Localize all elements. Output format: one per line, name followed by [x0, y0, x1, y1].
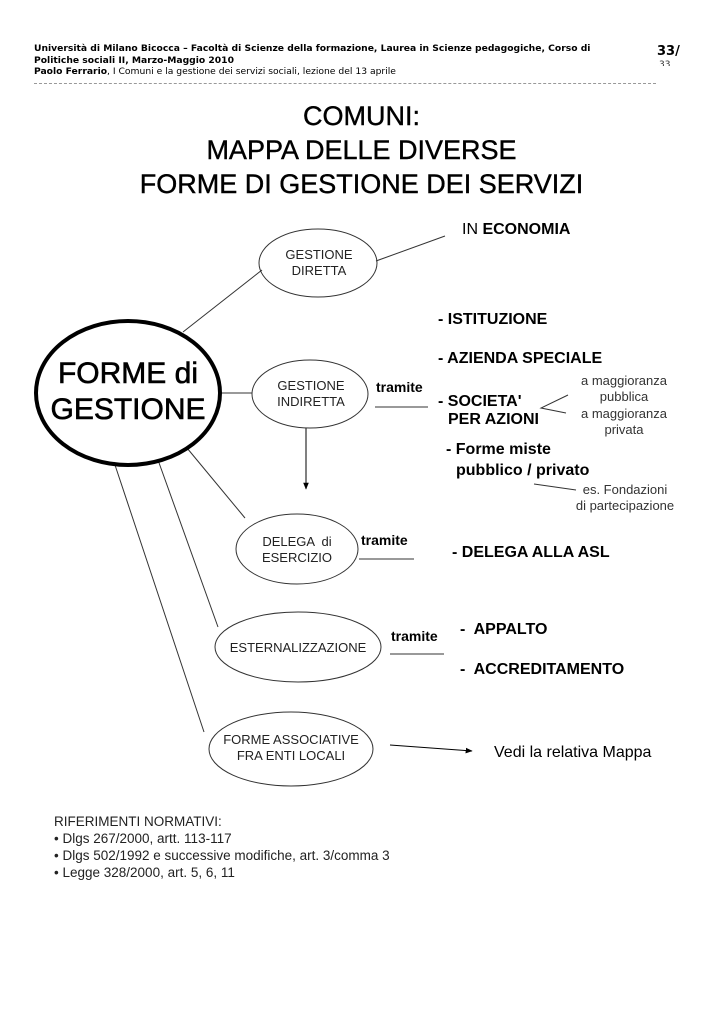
- miste-note: [566, 482, 684, 514]
- delega-line-2: ESERCIZIO: [261, 550, 333, 565]
- reference-item: • Legge 328/2000, art. 5, 6, 11: [54, 865, 235, 880]
- delega-node-label: [244, 534, 350, 566]
- item-spa-line-2: PER AZIONI: [448, 411, 539, 428]
- esternalizzazione-tramite: tramite: [391, 628, 438, 644]
- economia-bold: ECONOMIA: [482, 221, 571, 238]
- item-spa-line-1: - SOCIETA': [438, 393, 522, 410]
- indiretta-node-label: [256, 378, 366, 410]
- delega-line-1: DELEGA di: [262, 534, 332, 549]
- connector-diretta-economia: [376, 236, 445, 261]
- header-author: Paolo Ferrario: [34, 66, 108, 77]
- diretta-line-2: DIRETTA: [291, 263, 347, 278]
- spa-note-a: a maggioranza: [581, 373, 667, 388]
- reference-item: • Dlgs 267/2000, artt. 113-117: [54, 831, 232, 846]
- references-section: [54, 813, 390, 881]
- connector-root-delega: [187, 448, 245, 518]
- header-course-info: Università di Milano Bicocca – Facoltà di Scienze della formazione, Laurea in Scienze pedagogiche, Corso di Politiche sociali II, Marzo-Maggio 2010: [34, 43, 591, 66]
- associative-node-label: [212, 732, 370, 764]
- references-heading: RIFERIMENTI NORMATIVI:: [54, 814, 222, 829]
- associative-line-1: FORME ASSOCIATIVE: [223, 732, 359, 747]
- item-forme-miste-line-1: - Forme miste: [446, 441, 551, 458]
- connector-root-esternalizzazione: [158, 460, 218, 627]
- root-line-1: FORME di: [57, 357, 198, 390]
- title-line-3: FORME DI GESTIONE DEI SERVIZI: [139, 169, 584, 199]
- indiretta-line-2: INDIRETTA: [277, 394, 345, 409]
- reference-item: • Dlgs 502/1992 e successive modifiche, art. 3/comma 3: [54, 848, 390, 863]
- item-accreditamento: - ACCREDITAMENTO: [460, 661, 625, 678]
- title-line-2: MAPPA DELLE DIVERSE: [206, 135, 517, 165]
- item-delega-asl: - DELEGA ALLA ASL: [452, 544, 610, 561]
- arrow-associative-mappa: [390, 745, 472, 751]
- item-appalto: - APPALTO: [460, 621, 548, 638]
- associative-line-2: FRA ENTI LOCALI: [236, 748, 346, 763]
- miste-note-1: es. Fondazioni: [582, 482, 668, 497]
- spa-note-pubblica: [572, 373, 676, 405]
- economia-prefix: IN: [462, 221, 483, 238]
- root-node-label: [40, 356, 216, 428]
- item-istituzione: - ISTITUZIONE: [438, 311, 548, 328]
- connector-root-diretta: [183, 270, 262, 332]
- connector-root-associative: [114, 462, 204, 732]
- diretta-line-1: GESTIONE: [285, 247, 353, 262]
- economia-label: [462, 221, 570, 239]
- spa-note-privata: [572, 406, 676, 438]
- spa-note-a2: pubblica: [599, 389, 649, 404]
- spa-note-b2: privata: [604, 422, 644, 437]
- item-azienda-speciale: - AZIENDA SPECIALE: [438, 350, 603, 367]
- miste-note-2: di partecipazione: [575, 498, 675, 513]
- header-lesson-info: , I Comuni e la gestione dei servizi sociali, lezione del 13 aprile: [107, 66, 396, 77]
- page-number: 33/: [657, 44, 680, 59]
- vedi-mappa-link: Vedi la relativa Mappa: [494, 744, 652, 761]
- spa-bracket: [541, 395, 568, 413]
- diretta-node-label: [264, 247, 374, 279]
- indiretta-line-1: GESTIONE: [277, 378, 345, 393]
- esternalizzazione-node-label: ESTERNALIZZAZIONE: [229, 640, 367, 655]
- title-line-1: COMUNI:: [303, 101, 420, 131]
- delega-tramite: tramite: [361, 532, 408, 548]
- root-line-2: GESTIONE: [50, 393, 206, 426]
- item-forme-miste-line-2: pubblico / privato: [456, 462, 590, 479]
- indiretta-tramite: tramite: [376, 379, 423, 395]
- spa-note-b: a maggioranza: [581, 406, 667, 421]
- page-total: 33: [659, 60, 671, 66]
